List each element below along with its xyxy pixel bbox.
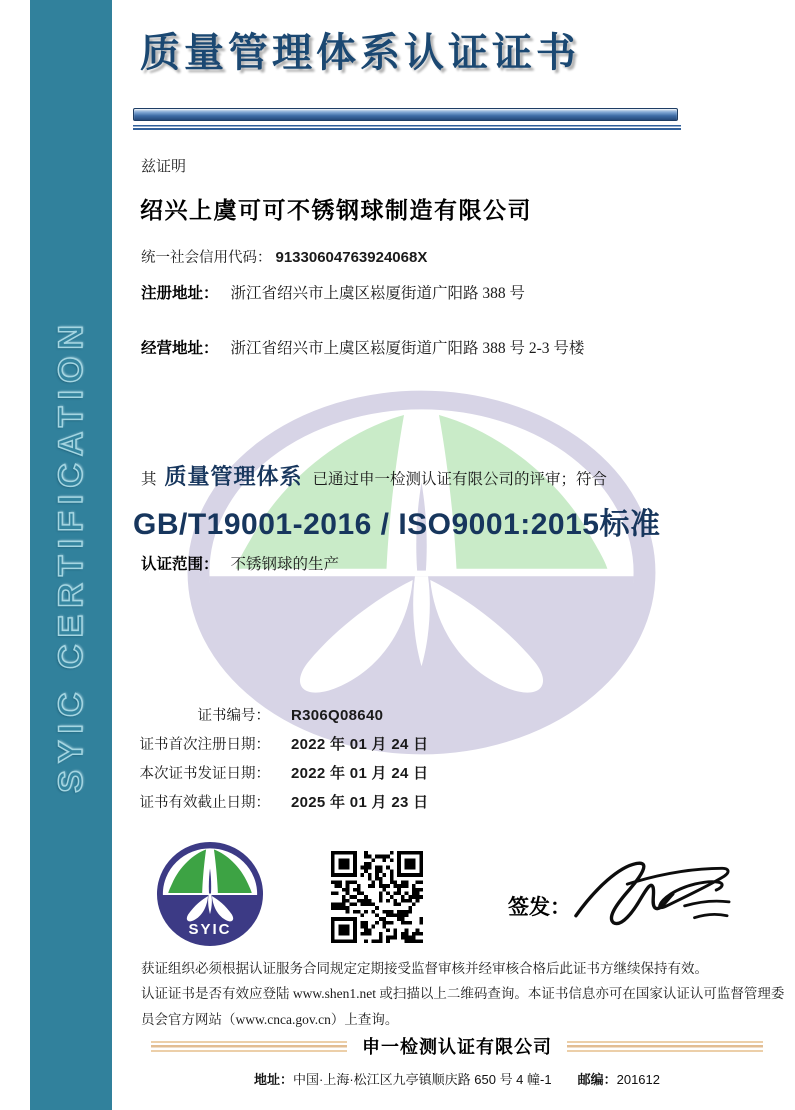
postcode-value: 201612 <box>616 1072 660 1087</box>
footnote-line-2: 认证证书是否有效应登陆 www.shen1.net 或扫描以上二维码查询。本证书信息亦可在国家认证认可监督管理委员会官方网站（www.cnca.gov.cn）上查询。 <box>141 986 785 1027</box>
certificate-number-label: 证书编号： <box>197 708 270 724</box>
verification-qr-code <box>331 851 423 943</box>
certify-label: 兹证明 <box>141 159 187 175</box>
footnote-line-1: 获证组织必须根据认证服务合同规定定期接受监督审核并经审核合格后此证书方继续保持有效。 <box>141 961 708 976</box>
registered-address-row <box>141 281 525 303</box>
certification-scope-row <box>141 552 339 574</box>
sidebar-band <box>30 0 112 1110</box>
company-name: 绍兴上虞可可不锈钢球制造有限公司 <box>140 197 532 223</box>
management-system-name: 质量管理体系 <box>164 464 303 489</box>
registered-address-label: 注册地址： <box>141 285 219 302</box>
operating-address-row <box>141 336 584 358</box>
title-rule-thin <box>133 125 681 130</box>
operating-address-label: 经营地址： <box>141 340 219 357</box>
table-row <box>133 791 428 820</box>
footer-rule-left <box>151 1041 347 1052</box>
footnotes <box>141 956 789 1032</box>
standard-designation: GB/T19001-2016 / ISO9001:2015标准 <box>133 508 661 541</box>
credit-code-label: 统一社会信用代码： <box>141 250 272 266</box>
audit-statement: 已通过申一检测认证有限公司的评审；符合 <box>312 471 608 488</box>
certificate-details-table <box>133 704 428 820</box>
audit-statement-line <box>141 460 607 491</box>
syic-logo-text: SYIC <box>188 921 232 938</box>
issue-date-label: 本次证书发证日期： <box>139 766 270 782</box>
table-row <box>133 762 428 791</box>
credit-code-row <box>141 246 427 267</box>
issued-by-label: 签发： <box>508 896 571 919</box>
page-title: 质量管理体系认证证书 <box>140 31 580 75</box>
registered-address-value: 浙江省绍兴市上虞区崧厦街道广阳路 388 号 <box>230 285 526 302</box>
footer-band <box>133 1033 781 1059</box>
expiry-date-value: 2025 年 01 月 23 日 <box>291 794 429 811</box>
audit-prefix: 其 <box>141 471 157 488</box>
address-value: 中国·上海·松江区九亭镇顺庆路 650 号 4 幢-1 <box>293 1072 552 1087</box>
title-rule-thick <box>133 108 678 121</box>
certification-body-name: 申一检测认证有限公司 <box>362 1037 552 1057</box>
operating-address-value: 浙江省绍兴市上虞区崧厦街道广阳路 388 号 2-3 号楼 <box>230 340 585 357</box>
address-label: 地址： <box>253 1072 293 1087</box>
first-registration-date-label: 证书首次注册日期： <box>139 737 270 753</box>
table-row <box>133 704 428 733</box>
credit-code-value: 91330604763924068X <box>275 249 428 266</box>
footer-rule-right <box>567 1041 763 1052</box>
certification-scope-label: 认证范围： <box>141 556 219 573</box>
footer-address-line <box>133 1069 781 1088</box>
certification-scope-value: 不锈钢球的生产 <box>230 556 340 573</box>
certificate-number-value: R306Q08640 <box>291 707 384 724</box>
expiry-date-label: 证书有效截止日期： <box>139 795 270 811</box>
issuer-signature <box>568 853 736 935</box>
syic-logo <box>156 841 264 947</box>
first-registration-date-value: 2022 年 01 月 24 日 <box>291 736 429 753</box>
table-row <box>133 733 428 762</box>
sidebar-vertical-text: SYIC CERTIFICATION <box>51 317 90 793</box>
postcode-label: 邮编： <box>577 1072 617 1087</box>
issue-date-value: 2022 年 01 月 24 日 <box>291 765 429 782</box>
